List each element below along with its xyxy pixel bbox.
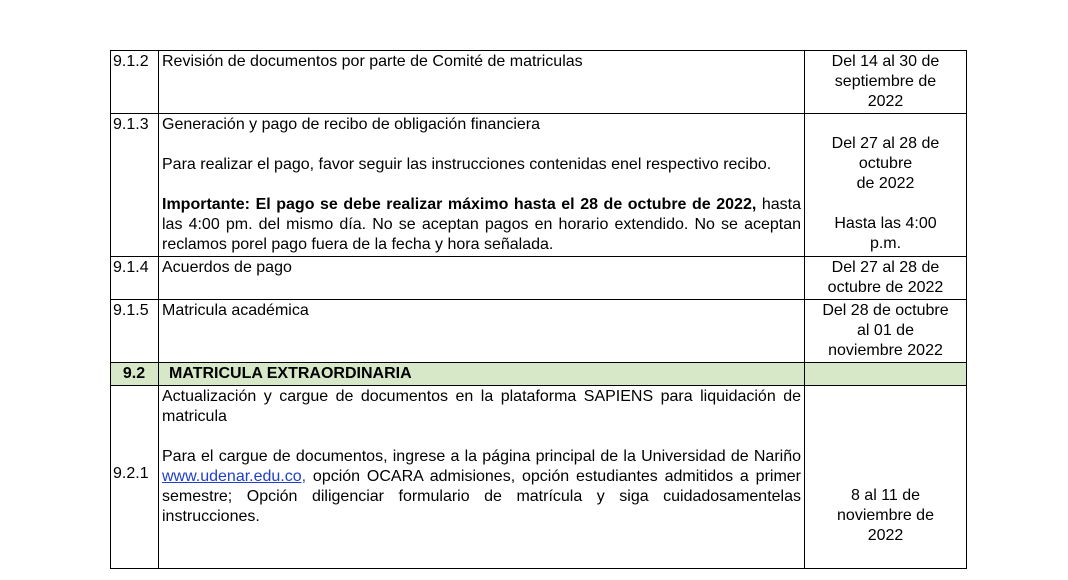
- time-line: p.m.: [869, 235, 902, 252]
- schedule-table: [110, 50, 967, 569]
- upload-steps-text: Para el cargue de documentos, ingrese a la página principal de la Universidad de Nariño: [162, 448, 801, 465]
- section-header-row: [111, 363, 967, 386]
- date-line: Del 27 al 28 de: [831, 259, 940, 276]
- row-number: 9.1.2: [111, 51, 159, 114]
- date-line: septiembre de: [834, 73, 937, 90]
- date-line: Del 27 al 28 de: [831, 135, 940, 152]
- university-link[interactable]: www.udenar.edu.co,: [162, 468, 307, 485]
- row-date: [805, 51, 967, 114]
- date-line: Del 28 de octubre: [822, 302, 949, 319]
- upload-instructions: Actualización y cargue de documentos en la plataforma SAPIENS para liquidación de matricula: [162, 388, 801, 425]
- table-row: [111, 257, 967, 300]
- row-description: Acuerdos de pago: [159, 257, 805, 300]
- row-date: [805, 300, 967, 363]
- date-line: 8 al 11 de: [850, 487, 921, 504]
- date-line: 2022: [867, 93, 904, 110]
- row-number: 9.1.4: [111, 257, 159, 300]
- table-row: [111, 51, 967, 114]
- upload-steps: [162, 447, 801, 527]
- row-number: 9.1.5: [111, 300, 159, 363]
- row-date: [805, 257, 967, 300]
- time-line: Hasta las 4:00: [834, 215, 937, 232]
- important-notice: [162, 195, 801, 255]
- date-line: noviembre de: [837, 507, 934, 524]
- table-row: [111, 386, 967, 569]
- row-number: 9.2.1: [111, 386, 159, 569]
- date-line: de 2022: [856, 175, 915, 192]
- important-rest: hasta las 4:00 pm. del mismo día. No se aceptan pagos en horario extendido. No se aceptan reclamos porel pago fuera de la fecha y hora señalada.: [162, 196, 801, 253]
- row-title: Generación y pago de recibo de obligación financiera: [162, 116, 541, 133]
- row-date: [805, 114, 967, 257]
- row-description: Matricula académica: [159, 300, 805, 363]
- table-row: [111, 300, 967, 363]
- date-line: octubre de 2022: [827, 279, 944, 296]
- row-date: [805, 386, 967, 569]
- date-line: al 01 de: [857, 322, 914, 339]
- date-line: 2022: [867, 527, 904, 544]
- date-line: Del 14 al 30 de: [831, 53, 940, 70]
- important-bold: Importante: El pago se debe realizar máximo hasta el 28 de octubre de 2022,: [162, 196, 757, 213]
- upload-steps-text-cont: opción OCARA admisiones, opción estudiantes admitidos a primer semestre; Opción diligenciar formulario de matrícula y siga cuidadosamentelas instrucciones.: [162, 468, 801, 525]
- row-description: [159, 386, 805, 569]
- row-description: [159, 114, 805, 257]
- date-line: octubre: [858, 155, 913, 172]
- row-number: 9.1.3: [111, 114, 159, 257]
- row-description: Revisión de documentos por parte de Comité de matriculas: [159, 51, 805, 114]
- date-line: noviembre 2022: [828, 342, 943, 359]
- payment-instructions: Para realizar el pago, favor seguir las instrucciones contenidas enel respectivo recibo.: [162, 156, 772, 173]
- section-number: 9.2: [111, 363, 159, 386]
- section-title: MATRICULA EXTRAORDINARIA: [159, 363, 805, 386]
- section-date-empty: [805, 363, 967, 386]
- table-row: [111, 114, 967, 257]
